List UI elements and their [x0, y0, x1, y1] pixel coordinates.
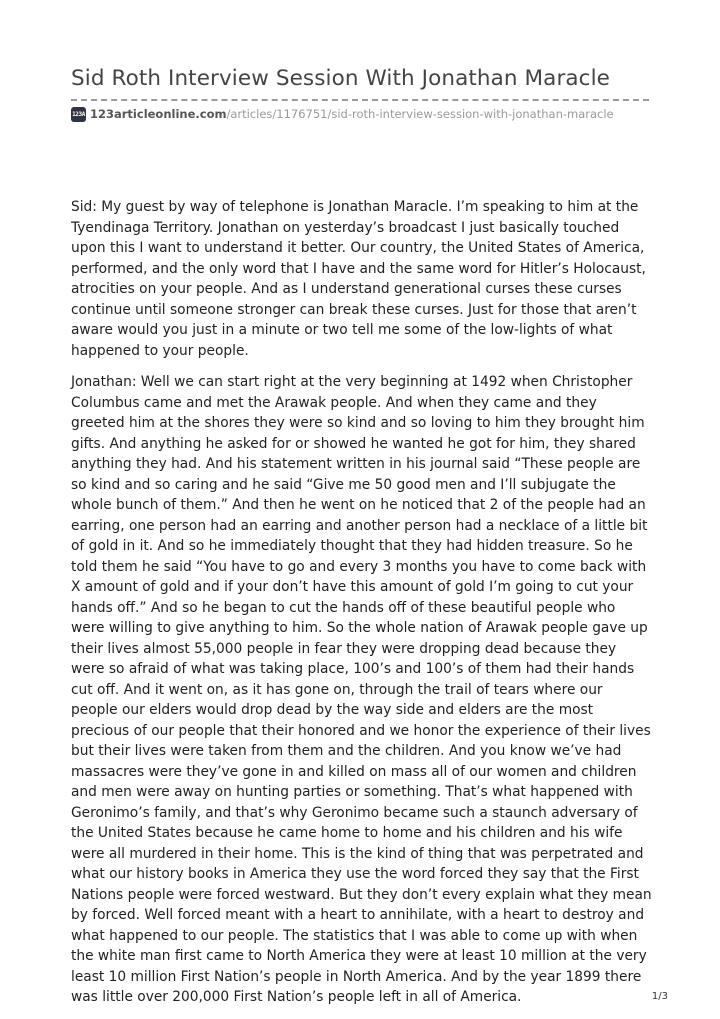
article-title: Sid Roth Interview Session With Jonathan Maracle [71, 66, 610, 91]
site-logo-icon: 123A [71, 107, 86, 122]
page-number: 1/3 [651, 991, 668, 1002]
source-line [71, 106, 614, 122]
paragraph-sid-question: Sid: My guest by way of telephone is Jonathan Maracle. I’m speaking to him at the Tyendinaga Territory. Jonathan on yesterday’s broadcast I just basically touched upon this I want to understand it better. Our country, the United States of America, performed, and the only word that I have and the same word for Hitler’s Holocaust, atrocities on your people. And as I understand generational curses these curses continue until someone stronger can break these curses. Just for those that aren’t aware would you just in a minute or two tell me some of the low-lights of what happened to your people. [71, 199, 646, 359]
paragraph-jonathan-answer: Jonathan: Well we can start right at the very beginning at 1492 when Christopher Columbus came and met the Arawak people. And when they came and they greeted him at the shores they were so kind and so loving to him they brought him gifts. And anything he asked for or showed he wanted he got for him, they shared anything they had. And his statement written in his journal said “These people are so kind and so caring and he said “Give me 50 good men and I’ll subjugate the whole bunch of them.” And then he went on he noticed that 2 of the people had an earring, one person had an earring and another person had a necklace of a little bit of gold in it. And so he immediately thought that they had hidden treasure. So he told them he said “You have to go and every 3 months you have to come back with X amount of gold and if your don’t have this amount of gold I’m going to cut your hands off.” And so he began to cut the hands off of these beautiful people who were willing to give anything to him. So the whole nation of Arawak people gave up their lives almost 55,000 people in fear they were dropping dead because they were so afraid of what was taking place, 100’s and 100’s of them had their hands cut off. And it went on, as it has gone on, through the trail of tears where our people our elders would drop dead by the way side and elders are the most precious of our people that their honored and we honor the experience of their lives but their lives were taken from them and the children. And you know we’ve had massacres were they’ve gone in and killed on mass all of our women and children and men were away on hunting parties or something. That’s what happened with Geronimo’s family, and that’s why Geronimo became such a staunch adversary of the United States because he came home to home and his children and his wife were all murdered in their home. This is the kind of thing that was perpetrated and what our history books in America they use the word forced they say that the First Nations people were forced westward. But they don’t every explain what they mean by forced. Well forced meant with a heart to annihilate, with a heart to destroy and what happened to our people. The statistics that I was able to come up with when the white man first came to North America they were at least 10 million at the very least 10 million First Nation’s people in North America. And by the year 1899 there was little over 200,000 First Nation’s people left in all of America. [71, 374, 652, 1005]
title-divider [71, 99, 649, 101]
article-body [71, 197, 653, 1019]
source-path[interactable]: /articles/1176751/sid-roth-interview-session-with-jonathan-maracle [226, 107, 614, 121]
source-domain[interactable]: 123articleonline.com [90, 107, 227, 121]
